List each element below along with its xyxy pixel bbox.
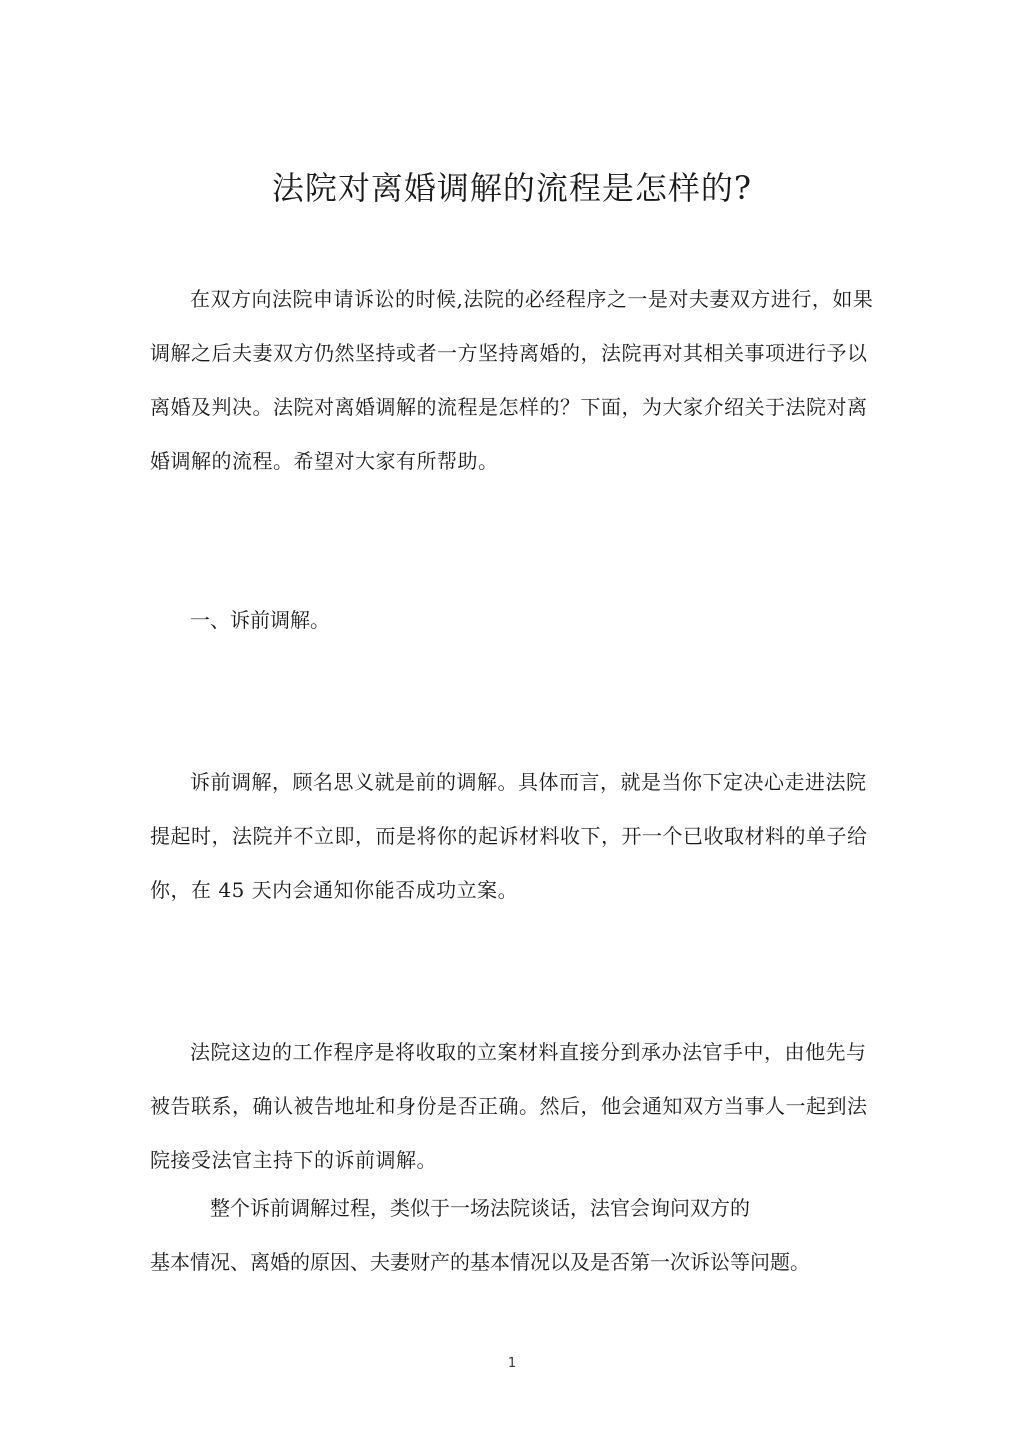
paragraph-mediation-process-line2: 基本情况、离婚的原因、夫妻财产的基本情况以及是否第一次诉讼等问题。 (150, 1250, 810, 1274)
section-heading: 一、诉前调解。 (190, 608, 330, 632)
page-number: 1 (507, 1356, 517, 1371)
paragraph-mediation-process-line1: 整个诉前调解过程，类似于一场法院谈话，法官会询问双方的 (210, 1196, 750, 1220)
intro-paragraph: 在双方向法院申请诉讼的时候,法院的必经程序之一是对夫妻双方进行，如果调解之后夫妻双方仍然坚持或者一方坚持离婚的，法院再对其相关事项进行予以离婚及判决。法院对离婚调解的流程是怎样的？下面，为大家介绍关于法院对离婚调解的流程。希望对大家有所帮助。 (150, 287, 874, 473)
paragraph-court-procedure: 法院这边的工作程序是将收取的立案材料直接分到承办法官手中，由他先与被告联系，确认被告地址和身份是否正确。然后，他会通知双方当事人一起到法院接受法官主持下的诉前调解。 (150, 1040, 868, 1172)
page-title: 法院对离婚调解的流程是怎样的? (271, 169, 753, 207)
paragraph-pre-litigation-definition: 诉前调解，顾名思义就是前的调解。具体而言，就是当你下定决心走进法院提起时，法院并不立即，而是将你的起诉材料收下，开一个已收取材料的单子给你，在 45 天内会通知你能否成功立案。 (150, 770, 868, 902)
